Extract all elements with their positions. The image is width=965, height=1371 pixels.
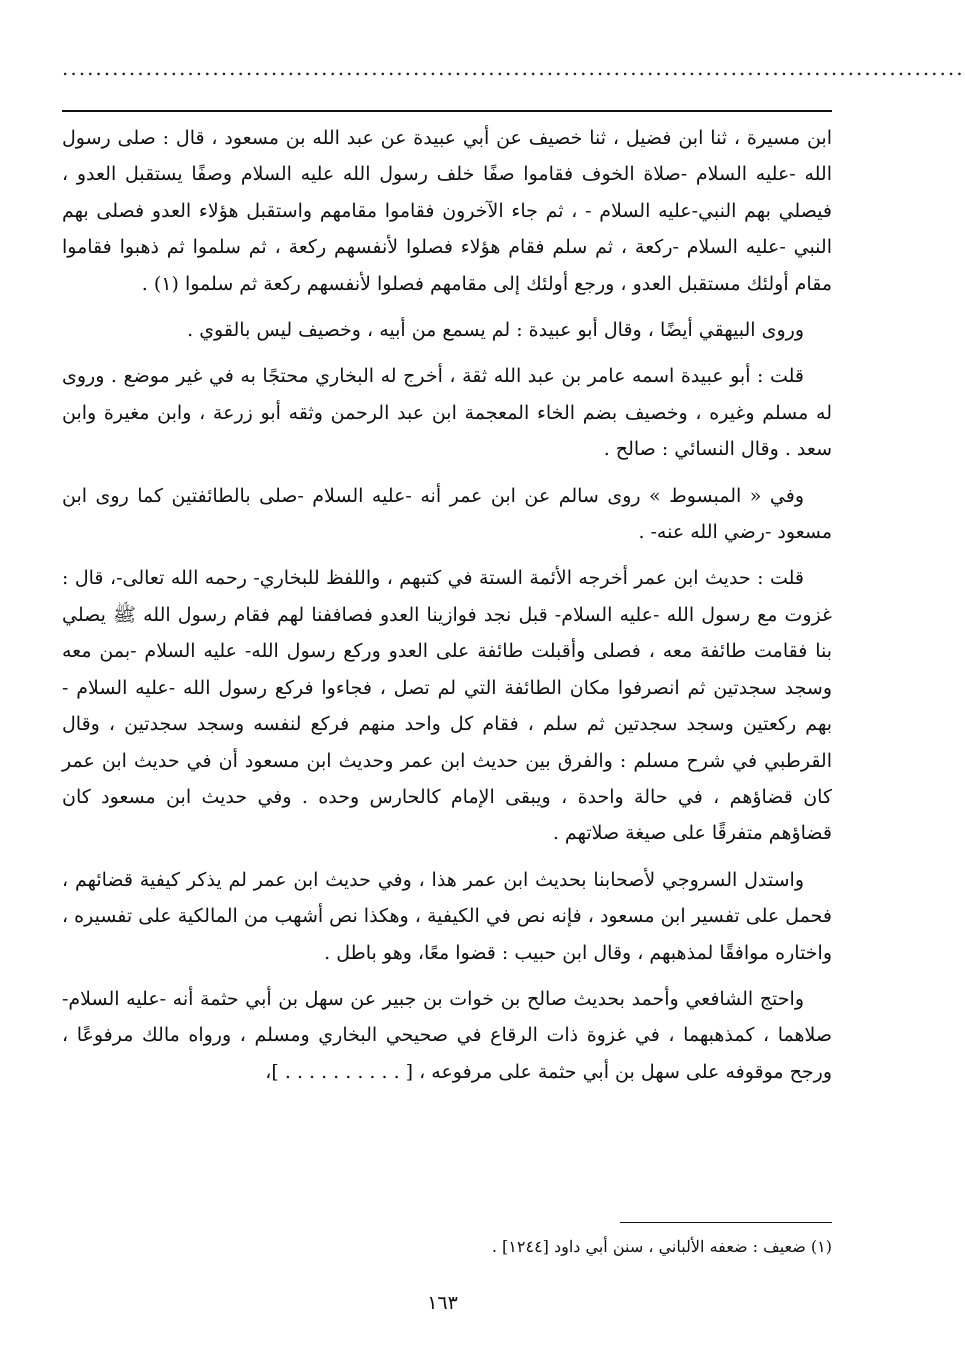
footnote: (١) ضعيف : ضعفه الألباني ، سنن أبي داود [١٢٤٤] . (491, 1237, 832, 1256)
paragraph-ibn-umar: قلت : حديث ابن عمر أخرجه الأئمة الستة في كتبهم ، واللفظ للبخاري- رحمه الله تعالى-، قال : غزوت مع رسول الله -عليه السلام- قبل نجد فوازينا العدو فصاففنا لهم فقام رسول الله ﷺ يصلي بنا فقامت طائفة معه ، فصلى وأقبلت طائفة على العدو وركع رسول الله- عليه السلام -بمن معه وسجد سجدتين ثم انصرفوا مكان الطائفة التي لم تصل ، فجاءوا فركع رسول الله -عليه السلام - بهم ركعتين وسجد سجدتين ثم سلم ، فقام كل واحد منهم فركع لنفسه وسجد سجدتين ، وقال القرطبي في شرح مسلم : والفرق بين حديث ابن عمر وحديث ابن مسعود أن في حديث ابن عمر كان قضاؤهم ، في حالة واحدة ، ويبقى الإمام كالحارس وحده . وفي حديث ابن مسعود كان قضاؤهم متفرقًا على صيغة صلاتهم . (62, 567, 832, 845)
paragraph-abu-ubayda: قلت : أبو عبيدة اسمه عامر بن عبد الله ثقة ، أخرج له البخاري محتجًا به في غير موضع . وروى له مسلم وغيره ، وخصيف بضم الخاء المعجمة ابن عبد الرحمن وثقه أبو زرعة ، وابن مغيرة وابن سعد . وقال النسائي : صالح . (62, 365, 832, 461)
paragraph-saruji: واستدل السروجي لأصحابنا بحديث ابن عمر هذا ، وفي حديث ابن عمر لم يذكر كيفية قضائهم ، فحمل على تفسير ابن مسعود ، فإنه نص في الكيفية ، وهكذا نص أشهب من المالكية على تفسيره ، واختاره موافقًا لمذهبهم ، وقال ابن حبيب : قضوا معًا، وهو باطل . (62, 868, 832, 964)
paragraph-shafii: واحتج الشافعي وأحمد بحديث صالح بن خوات بن جبير عن سهل بن أبي حثمة أنه -عليه السلام- صلاهما ، كمذهبهما ، في غزوة ذات الرقاع في صحيحي البخاري ومسلم ، ورواه مالك مرفوعًا ، ورجح موقوفه على سهل بن أبي حثمة على مرفوعه ، [ . . . . . . . . . . ]، (62, 987, 832, 1083)
paragraph-hadith-ibn-masud: ابن مسيرة ، ثنا ابن فضيل ، ثنا خصيف عن أبي عبيدة عن عبد الله بن مسعود ، قال : صلى رسول الله -عليه السلام -صلاة الخوف فقاموا صفًا خلف رسول الله عليه السلام وصفًا يستقبل العدو ، فيصلي بهم النبي-عليه السلام - ، ثم جاء الآخرون فقاموا مقامهم واستقبل هؤلاء العدو فصلى بهم النبي -عليه السلام -ركعة ، ثم سلم فقام هؤلاء فصلوا لأنفسهم ركعة ، ثم سلموا ثم ذهبوا فقاموا مقام أولئك مستقبل العدو ، ورجع أولئك إلى مقامهم فصلوا لأنفسهم ركعة ثم سلموا (١) . (62, 127, 832, 295)
paragraph-mabsut: وفي « المبسوط » روى سالم عن ابن عمر أنه -عليه السلام -صلى بالطائفتين كما روى ابن مسعود -رضي الله عنه- . (62, 484, 832, 544)
header-rule (62, 110, 832, 112)
page-number: ١٦٣ (427, 1292, 458, 1314)
paragraph-bayhaqi: وروى البيهقي أيضًا ، وقال أبو عبيدة : لم يسمع من أبيه ، وخصيف ليس بالقوي . (187, 319, 804, 342)
header-dotted-line: ............................................................................................................ (62, 56, 965, 80)
footnote-rule (620, 1222, 832, 1223)
main-text (62, 120, 832, 1100)
